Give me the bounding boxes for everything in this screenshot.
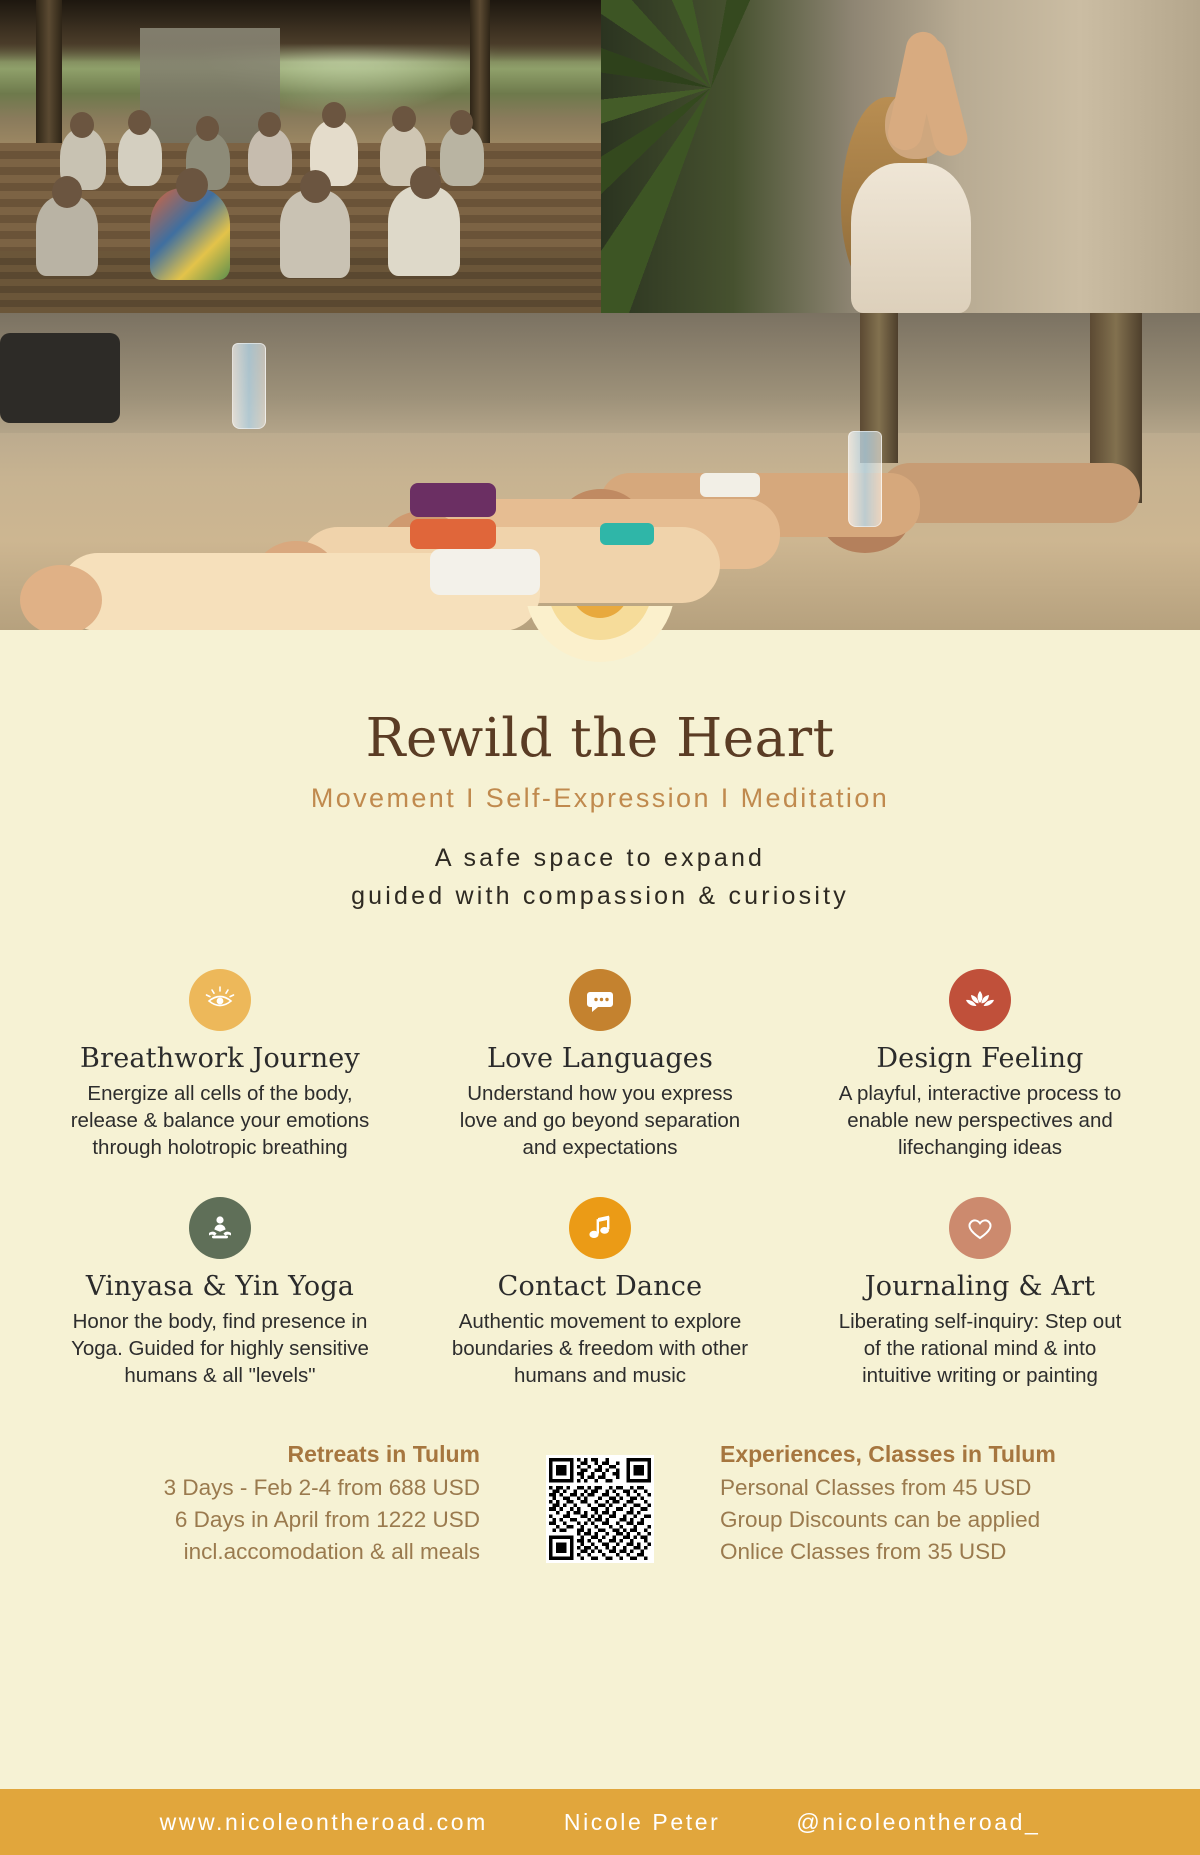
- retreats-line-1: 3 Days - Feb 2-4 from 688 USD: [163, 1475, 480, 1501]
- tagline-line-1: A safe space to expand: [434, 844, 766, 872]
- feature-title: Design Feeling: [876, 1043, 1084, 1074]
- subtitle: Movement I Self-Expression I Meditation: [310, 783, 890, 813]
- sun-badge-icon: [525, 606, 675, 662]
- retreats-line-2: 6 Days in April from 1222 USD: [174, 1507, 480, 1533]
- experiences-line-2: Group Discounts can be applied: [720, 1507, 1041, 1533]
- feature-description: A playful, interactive process to enable new perspectives and lifechanging ideas: [838, 1082, 1122, 1160]
- speech-bubble-icon: [569, 969, 631, 1031]
- footer-bar: [0, 1789, 1200, 1855]
- feature-design-feeling: [830, 969, 1130, 1161]
- music-note-icon: [569, 1197, 631, 1259]
- feature-journaling-art: [830, 1197, 1130, 1389]
- experiences-line-3: Onlice Classes from 35 USD: [720, 1539, 1007, 1565]
- photo-collage: [0, 0, 1200, 630]
- feature-contact-dance: [450, 1197, 750, 1389]
- footer-instagram-handle[interactable]: @nicoleontheroad_: [796, 1808, 1041, 1835]
- meditation-icon: [189, 1197, 251, 1259]
- feature-description: Understand how you express love and go beyond separation and expectations: [459, 1082, 741, 1160]
- feature-description: Honor the body, find presence in Yoga. Guided for highly sensitive humans & all "levels": [71, 1310, 369, 1388]
- retreats-pricing: [80, 1441, 480, 1568]
- photo-row-top: [0, 0, 1200, 313]
- eye-sun-icon: [189, 969, 251, 1031]
- features-row-2: [70, 1197, 1130, 1389]
- tagline-line-2: guided with compassion & curiosity: [351, 881, 849, 910]
- retreats-line-3: incl.accomodation & all meals: [183, 1539, 480, 1565]
- page-title: Rewild the Heart: [365, 708, 835, 769]
- feature-description: Energize all cells of the body, release & balance your emotions through holotropic breathing: [70, 1082, 370, 1160]
- feature-title: Breathwork Journey: [80, 1043, 360, 1074]
- retreats-heading: Retreats in Tulum: [287, 1441, 480, 1468]
- poster-content: [0, 630, 1200, 1789]
- pricing-section: [0, 1441, 1200, 1568]
- features-grid: [0, 969, 1200, 1389]
- photo-group-circle-pavilion: [0, 0, 601, 313]
- photo-woman-stretching-rock-wall: [601, 0, 1200, 313]
- feature-description: Authentic movement to explore boundaries & freedom with other humans and music: [451, 1310, 749, 1388]
- features-row-1: [70, 969, 1130, 1161]
- lotus-icon: [949, 969, 1011, 1031]
- feature-description: Liberating self-inquiry: Step out of the rational mind & into intuitive writing or painting: [838, 1310, 1122, 1388]
- feature-breathwork-journey: [70, 969, 370, 1161]
- footer-website[interactable]: www.nicoleontheroad.com: [159, 1808, 488, 1835]
- tagline: [0, 840, 1200, 915]
- experiences-heading: Experiences, Classes in Tulum: [720, 1441, 1056, 1468]
- feature-title: Vinyasa & Yin Yoga: [85, 1271, 355, 1303]
- experiences-pricing: [720, 1441, 1120, 1568]
- feature-vinyasa-yin-yoga: [70, 1197, 370, 1389]
- footer-name: Nicole Peter: [563, 1808, 721, 1835]
- feature-title: Journaling & Art: [864, 1271, 1096, 1303]
- feature-title: Love Languages: [486, 1043, 714, 1074]
- photo-savasana-group: [0, 313, 1200, 630]
- experiences-line-1: Personal Classes from 45 USD: [720, 1475, 1032, 1501]
- feature-love-languages: [450, 969, 750, 1161]
- qr-code[interactable]: [546, 1455, 654, 1563]
- heart-icon: [949, 1197, 1011, 1259]
- feature-title: Contact Dance: [497, 1271, 703, 1303]
